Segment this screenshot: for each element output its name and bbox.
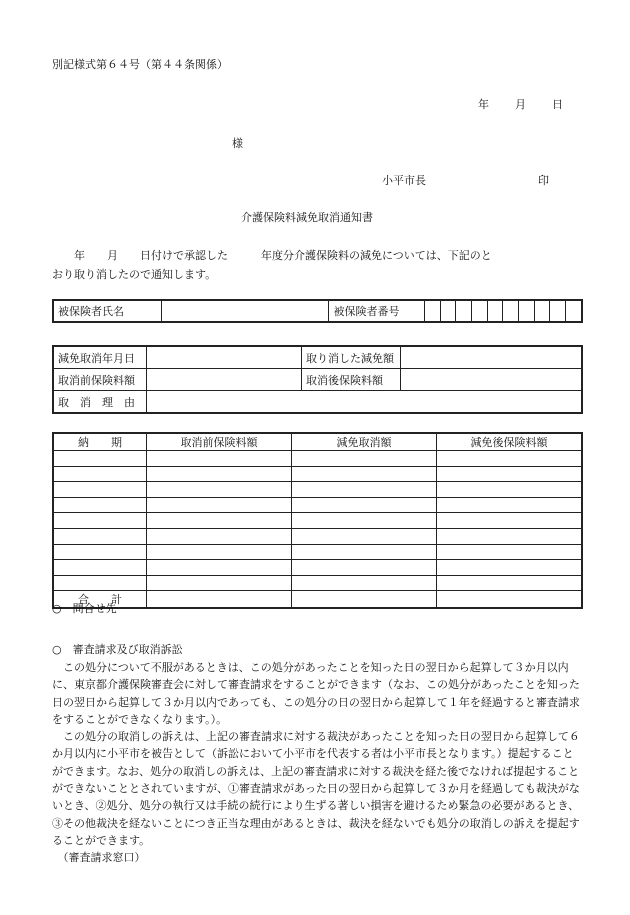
insured-table [52,299,583,323]
column-header: 減免取消額 [292,433,437,451]
insured-number-label: 被保険者番号 [329,300,424,322]
table-row [53,575,582,591]
cancelled-amount-label: 取り消した減免額 [302,346,401,369]
after-amount-label: 取消後保険料額 [302,369,401,391]
intro-text [52,246,582,284]
date-day-label: 日 [552,98,563,111]
appeal-heading: ○ 審査請求及び取消訴訟 [52,643,183,656]
reduction-table [52,345,583,414]
intro-line-1: 年 月 日付けで承認した 年度分介護保険料の減免については、下記のと [52,249,492,262]
date-year-label: 年 [478,98,489,111]
intro-line-2: おり取り消したので通知します。 [52,268,217,281]
reason-label: 取 消 理 由 [53,391,147,414]
after-amount-field[interactable] [401,369,583,391]
insured-number-box[interactable] [456,300,472,322]
before-amount-field[interactable] [147,369,302,391]
insured-number-box[interactable] [471,300,487,322]
insured-number-box[interactable] [487,300,503,322]
cancel-date-field[interactable] [147,346,302,369]
appeal-window-label: （審査請求窓口） [57,851,146,865]
table-row [53,528,582,544]
inquiry-heading: ○ 問合せ先 [52,602,117,615]
issuer-name: 小平市長 [382,174,426,187]
table-row [53,466,582,482]
insured-number-box[interactable] [424,300,440,322]
column-header: 減免後保険料額 [437,433,583,451]
seal-mark: 印 [538,174,549,187]
table-row [53,513,582,529]
table-row [53,544,582,560]
date-month-label: 月 [515,98,526,111]
recipient-suffix: 様 [232,137,243,150]
insured-number-box[interactable] [519,300,535,322]
form-number: 別記様式第６４号（第４４条関係） [52,58,228,71]
column-header: 取消前保険料額 [147,433,292,451]
table-row [53,560,582,576]
appeal-paragraph-2: この処分の取消しの訴えは、上記の審査請求に対する裁決があったことを知った日の翌日から起算して６か月以内に小平市を被告として（訴訟において小平市を代表する者は小平市長となります。）提起することができます。なお、処分の取消しの訴えは、上記の審査請求に対する裁決を経た後でなければ提起することができないこととされていますが、①審査請求があった日の翌日から起算して３か月を経過しても裁決がないとき、②処分、処分の執行又は手続の続行により生ずる著しい損害を避けるため緊急の必要があるとき、③その他裁決を経ないことにつき正当な理由があるときは、裁決を経ないでも処分の取消しの訴えを提起することができます。 [52,730,580,847]
insured-number-box[interactable] [440,300,456,322]
reason-field[interactable] [147,391,583,414]
appeal-paragraph-1: この処分について不服があるときは、この処分があったことを知った日の翌日から起算して３か月以内に、東京都介護保険審査会に対して審査請求をすることができます（なお、この処分があったことを知った日の翌日から起算して３か月以内であっても、この処分の日の翌日から起算して１年を経過すると審査請求をすることができなくなります。）。 [52,661,580,726]
insured-number-box[interactable] [503,300,519,322]
appeal-body [52,659,584,867]
table-row [53,451,582,467]
issue-date [478,96,563,112]
total-label: 合 計 [53,591,147,609]
insured-number-box[interactable] [550,300,566,322]
column-header: 納 期 [53,433,147,451]
before-amount-label: 取消前保険料額 [53,369,147,391]
insured-number-box[interactable] [534,300,550,322]
document-title: 介護保険料減免取消通知書 [241,211,373,224]
cancelled-amount-field[interactable] [401,346,583,369]
cancel-date-label: 減免取消年月日 [53,346,147,369]
table-row [53,497,582,513]
insured-name-label: 被保険者氏名 [53,300,161,322]
insured-name-field[interactable] [161,300,329,322]
table-row [53,482,582,498]
schedule-table [52,432,583,609]
total-row [53,591,582,609]
insured-number-box[interactable] [566,300,582,322]
